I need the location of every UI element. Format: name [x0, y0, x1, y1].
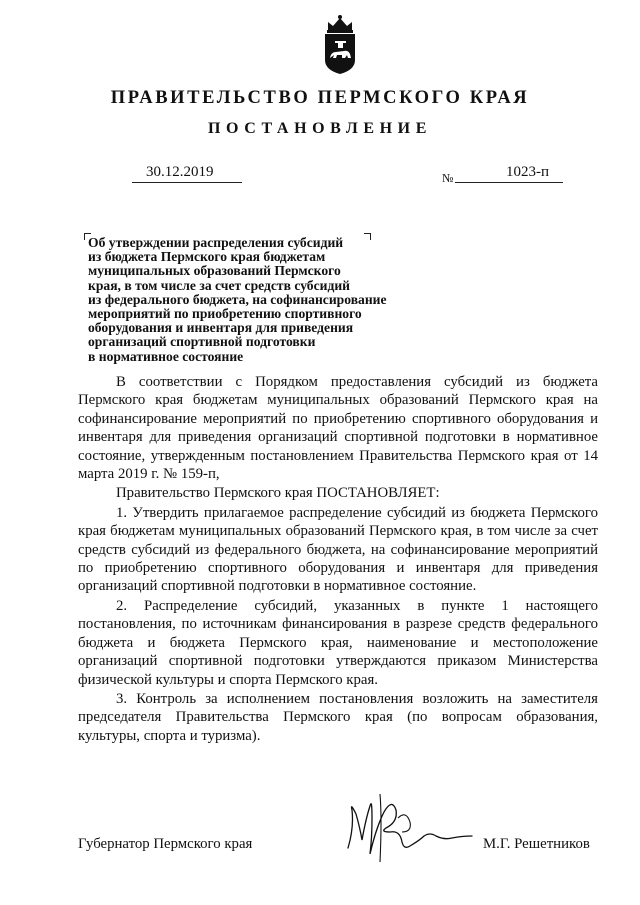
document-body [78, 373, 598, 745]
subject-line: муниципальных образований Пермского [88, 263, 341, 279]
number-underline [455, 182, 563, 183]
handwritten-signature [340, 788, 480, 868]
body-paragraph-item-1: 1. Утвердить прилагаемое распределение субсидий из бюджета Пермского края бюджетам муниципальных образований Пермского края, в том числе за счет средств субсидий из федерального бюджета, на софинансирование мероприятий по приобретению спортивного оборудования и инвентаря для приведения организаций спортивной подготовки в нормативное состояние. [78, 504, 598, 595]
subject-line: из федерального бюджета, на софинансирование [88, 291, 387, 307]
body-paragraph-resolves: Правительство Пермского края ПОСТАНОВЛЯЕТ: [116, 485, 440, 502]
document-subject [88, 236, 448, 364]
subject-line: из бюджета Пермского края бюджетам [88, 249, 326, 265]
date-underline [132, 182, 242, 183]
subject-line: края, в том числе за счет средств субсидий [88, 277, 351, 293]
signatory-name: М.Г. Решетников [483, 836, 590, 852]
signatory-position: Губернатор Пермского края [78, 836, 253, 852]
document-date: 30.12.2019 [146, 164, 214, 180]
subject-line: организаций спортивной подготовки [88, 334, 316, 350]
body-paragraph-item-3: 3. Контроль за исполнением постановления возложить на заместителя председателя Правительства Пермского края (по вопросам образования, культуры, спорта и туризма). [78, 690, 598, 744]
document-type: ПОСТАНОВЛЕНИЕ [208, 120, 432, 137]
body-paragraph-preamble: В соответствии с Порядком предоставления субсидий из бюджета Пермского края бюджетам муниципальных образований Пермского края на софинансирование мероприятий по приобретению спортивного оборудования и инвентаря для приведения организаций спортивной подготовки в нормативное состояние, утвержденным постановлением Правительства Пермского края от 14 марта 2019 г. № 159-п, [78, 374, 598, 483]
number-sign: № [442, 171, 454, 185]
subject-line: оборудования и инвентаря для приведения [88, 320, 354, 336]
coat-of-arms-icon [320, 14, 360, 76]
subject-line: мероприятий по приобретению спортивного [88, 306, 362, 322]
body-paragraph-item-2: 2. Распределение субсидий, указанных в пункте 1 настоящего постановления, по источникам финансирования в разрезе средств федерального бюджета и бюджета Пермского края, наименование и местоположение организаций спортивной подготовки утверждаются приказом Министерства физической культуры и спорта Пермского края. [78, 597, 598, 688]
subject-line: в нормативное состояние [88, 348, 244, 364]
authority-title: ПРАВИТЕЛЬСТВО ПЕРМСКОГО КРАЯ [110, 88, 530, 108]
subject-line: Об утверждении распределения субсидий [88, 235, 344, 250]
document-number: 1023-п [506, 164, 550, 180]
